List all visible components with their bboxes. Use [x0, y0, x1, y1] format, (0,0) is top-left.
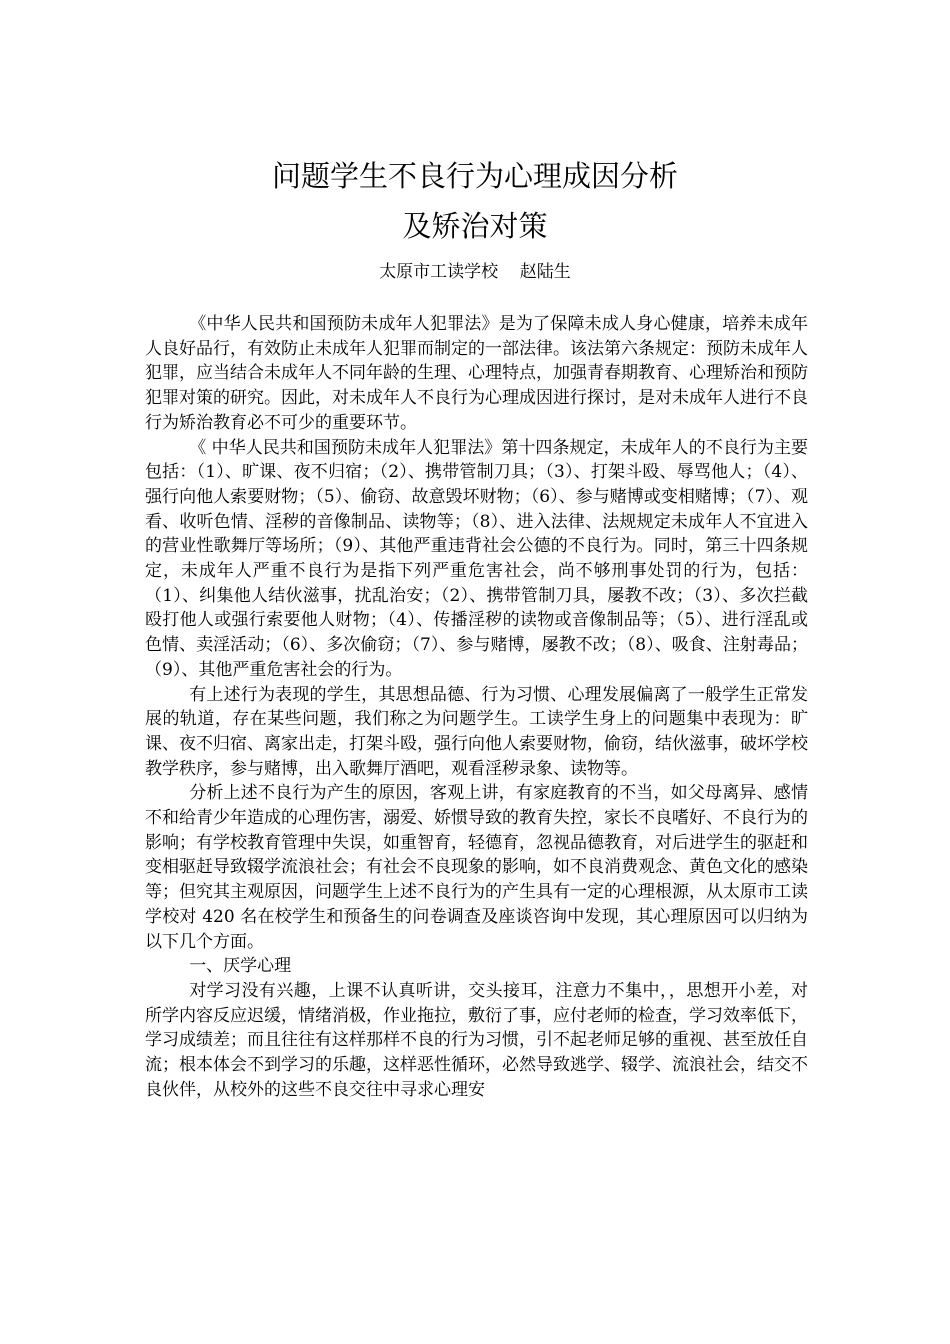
paragraph-2: 《 中华人民共和国预防未成年人犯罪法》第十四条规定，未成年人的不良行为主要包括：（1）、旷课、夜不归宿；（2）、携带管制刀具；（3）、打架斗殴、辱骂他人；（4）、强行向他人索要财物；（5）、偷窃、故意毁坏财物；（6）、参与赌博或变相赌博；（7）、观看、收听色情、淫秽的音像制品、读物等；（8）、进入法律、法规规定未成年人不宜进入的营业性歌舞厅等场所；（9）、其他严重违背社会公德的不良行为。同时，第三十四条规定，未成年人严重不良行为是指下列严重危害社会，尚不够刑事处罚的行为，包括：（1）、纠集他人结伙滋事，扰乱治安；（2）、携带管制刀具，屡教不改；（3）、多次拦截殴打他人或强行索要他人财物；（4）、传播淫秽的读物或音像制品等；（5）、进行淫乱或色情、卖淫活动；（6）、多次偷窃；（7）、参与赌博，屡教不改；（8）、吸食、注射毒品；（9）、其他严重危害社会的行为。 — [145, 437, 808, 680]
document-title-line-2: 及矫治对策 — [402, 209, 548, 243]
paragraph-3: 有上述行为表现的学生，其思想品德、行为习惯、心理发展偏离了一般学生正常发展的轨道，存在某些问题，我们称之为问题学生。工读学生身上的问题集中表现为：旷课、夜不归宿、离家出走，打架斗殴，强行向他人索要财物，偷窃，结伙滋事，破坏学校教学秩序，参与赌博，出入歌舞厅酒吧，观看淫秽录象、读物等。 — [145, 684, 808, 779]
document-title-line-1: 问题学生不良行为心理成因分析 — [271, 159, 678, 193]
author-line: 太原市工读学校 赵陆生 — [379, 262, 571, 282]
section-paragraph: 对学习没有兴趣，上课不认真听讲，交头接耳，注意力不集中，，思想开小差，对所学内容反应迟缓，情绪消极，作业拖拉，敷衍了事，应付老师的检查，学习效率低下，学习成绩差；而且往往有这样那样不良的行为习惯，引不起老师足够的重视、甚至放任自流；根本体会不到学习的乐趣，这样恶性循环，必然导致逃学、辍学、流浪社会，结交不良伙伴，从校外的这些不良交往中寻求心理安 — [145, 980, 808, 1100]
paragraph-1: 《中华人民共和国预防未成年人犯罪法》是为了保障未成人身心健康，培养未成年人良好品行，有效防止未成年人犯罪而制定的一部法律。该法第六条规定：预防未成年人犯罪，应当结合未成年人不同年龄的生理、心理特点，加强青春期教育、心理矫治和预防犯罪对策的研究。因此，对未成年人不良行为心理成因进行探讨，是对未成年人进行不良行为矫治教育必不可少的重要环节。 — [145, 314, 808, 433]
paragraph-4: 分析上述不良行为产生的原因，客观上讲，有家庭教育的不当，如父母离异、感情不和给青少年造成的心理伤害，溺爱、娇惯导致的教育失控，家长不良嗜好、不良行为的影响；有学校教育管理中失误，如重智育，轻德育，忽视品德教育，对后进学生的驱赶和变相驱赶导致辍学流浪社会；有社会不良现象的影响，如不良消费观念、黄色文化的感染等；但究其主观原因，问题学生上述不良行为的产生具有一定的心理根源，从太原市工读学校对 420 名在校学生和预备生的问卷调查及座谈咨询中发现，其心理原因可以归纳为以下几个方面。 — [145, 783, 808, 952]
document-body — [145, 312, 808, 1103]
section-heading: 一、厌学心理 — [189, 956, 292, 977]
